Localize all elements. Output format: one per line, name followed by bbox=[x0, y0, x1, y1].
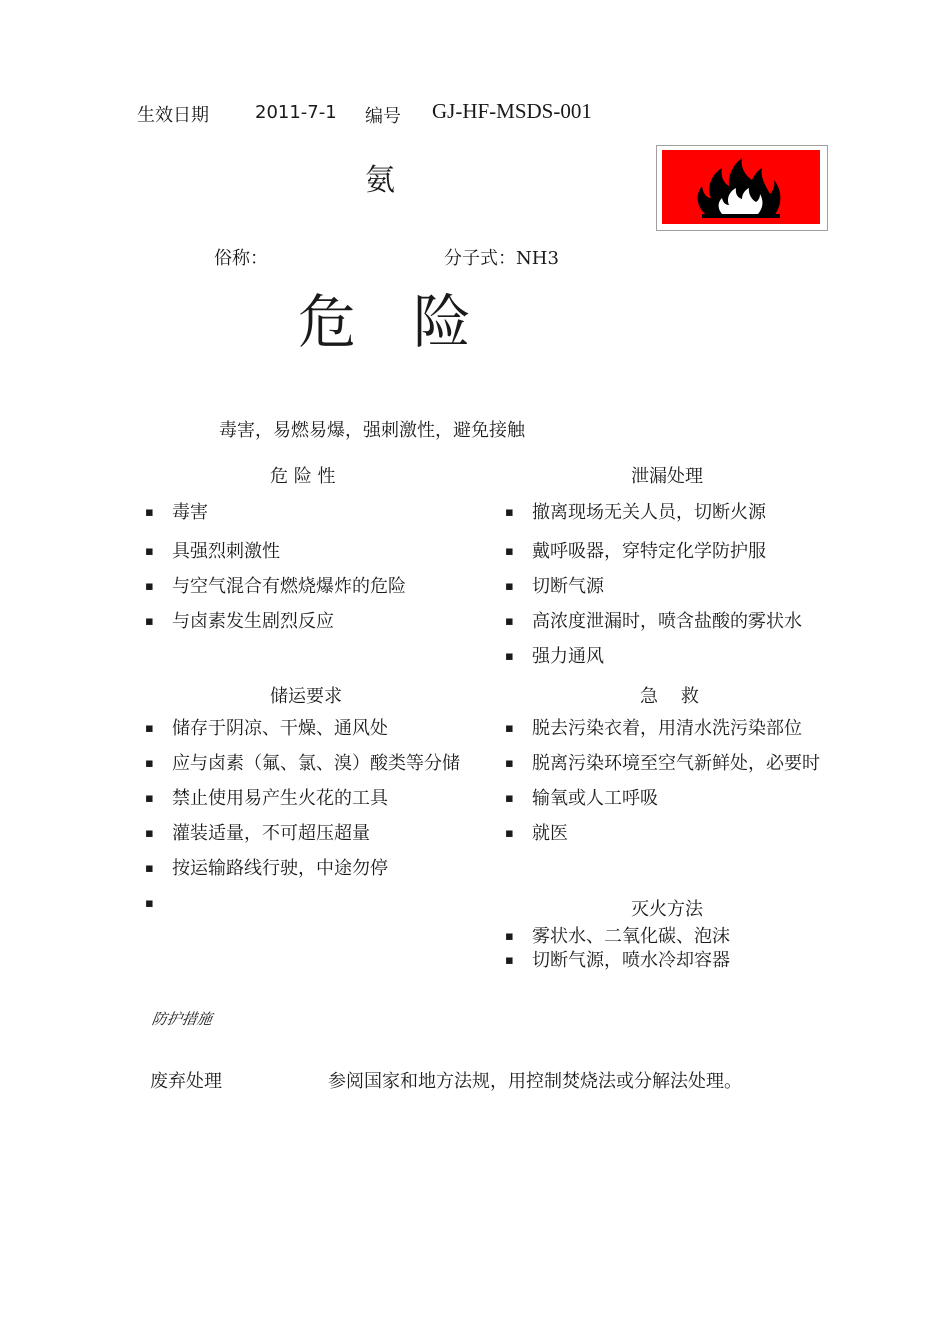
list-item: ▪ 强力通风 bbox=[505, 646, 604, 667]
hazard-summary: 毒害，易燃易爆，强刺激性，避免接触 bbox=[219, 420, 525, 441]
list-item: ▪ 禁止使用易产生火花的工具 bbox=[145, 788, 388, 809]
list-item: ▪ 毒害 bbox=[145, 502, 208, 523]
bullet: ▪ bbox=[505, 579, 514, 594]
bullet: ▪ bbox=[145, 861, 154, 876]
disposal-text: 参阅国家和地方法规，用控制焚烧法或分解法处理。 bbox=[328, 1071, 742, 1092]
bullet: ▪ bbox=[145, 544, 154, 559]
bullet: ▪ bbox=[145, 614, 154, 629]
danger-title-left: 危 bbox=[298, 288, 357, 356]
disposal-label: 废弃处理 bbox=[150, 1071, 222, 1092]
effective-date-label: 生效日期 bbox=[137, 105, 209, 126]
hazards-heading: 危 险 性 bbox=[270, 466, 336, 487]
bullet: ▪ bbox=[505, 505, 514, 520]
spill-list bbox=[505, 501, 802, 680]
bullet: ▪ bbox=[505, 826, 514, 841]
danger-title-right: 险 bbox=[413, 288, 472, 356]
list-item: ▪ 脱去污染衣着，用清水洗污染部位 bbox=[505, 718, 802, 739]
first-aid-heading: 急 救 bbox=[640, 686, 699, 707]
bullet: ▪ bbox=[145, 896, 154, 911]
firefighting-heading: 灭火方法 bbox=[631, 899, 703, 920]
document-number-value: GJ-HF-MSDS-001 bbox=[432, 99, 592, 123]
firefighting-list bbox=[505, 925, 730, 973]
flammable-flame-icon bbox=[662, 150, 820, 224]
molecular-formula: 分子式：NH3 bbox=[444, 248, 559, 269]
list-item: ▪ 雾状水、二氧化碳、泡沫 bbox=[505, 926, 730, 947]
effective-date-value: 2011-7-1 bbox=[255, 102, 337, 123]
bullet: ▪ bbox=[505, 649, 514, 664]
hazards-list bbox=[145, 501, 406, 645]
list-item: ▪ 高浓度泄漏时，喷含盐酸的雾状水 bbox=[505, 611, 802, 632]
bullet: ▪ bbox=[505, 721, 514, 736]
flammable-sign bbox=[656, 145, 828, 231]
storage-heading: 储运要求 bbox=[270, 686, 342, 707]
bullet: ▪ bbox=[505, 929, 514, 944]
list-item bbox=[145, 892, 460, 927]
bullet: ▪ bbox=[505, 756, 514, 771]
list-item: ▪ 切断气源 bbox=[505, 576, 604, 597]
list-item: ▪ 储存于阴凉、干燥、通风处 bbox=[145, 718, 388, 739]
document-number-label: 编号 bbox=[365, 106, 401, 127]
list-item: ▪ 与空气混合有燃烧爆炸的危险 bbox=[145, 576, 406, 597]
bullet: ▪ bbox=[505, 953, 514, 968]
list-item: ▪ 就医 bbox=[505, 823, 568, 844]
list-item: ▪ 应与卤素（氟、氯、溴）酸类等分储 bbox=[145, 753, 460, 774]
bullet: ▪ bbox=[145, 826, 154, 841]
list-item: ▪ 戴呼吸器，穿特定化学防护服 bbox=[505, 541, 766, 562]
bullet: ▪ bbox=[145, 505, 154, 520]
protection-measures-label: 防护措施 bbox=[150, 1010, 214, 1028]
list-item: ▪ 输氧或人工呼吸 bbox=[505, 788, 658, 809]
list-item: ▪ 具强烈刺激性 bbox=[145, 541, 280, 562]
bullet: ▪ bbox=[145, 579, 154, 594]
bullet: ▪ bbox=[505, 544, 514, 559]
bullet: ▪ bbox=[505, 791, 514, 806]
list-item: ▪ 与卤素发生剧烈反应 bbox=[145, 611, 334, 632]
first-aid-list bbox=[505, 717, 820, 857]
list-item: ▪ 切断气源，喷水冷却容器 bbox=[505, 950, 730, 971]
chemical-name: 氨 bbox=[365, 163, 395, 198]
bullet: ▪ bbox=[145, 791, 154, 806]
spill-heading: 泄漏处理 bbox=[631, 466, 703, 487]
common-name-label: 俗称： bbox=[214, 248, 268, 269]
bullet: ▪ bbox=[145, 721, 154, 736]
list-item: ▪ 按运输路线行驶，中途勿停 bbox=[145, 858, 388, 879]
list-item: ▪ 灌装适量，不可超压超量 bbox=[145, 823, 370, 844]
bullet: ▪ bbox=[505, 614, 514, 629]
list-item: ▪ 脱离污染环境至空气新鲜处，必要时 bbox=[505, 753, 820, 774]
list-item: ▪ 撤离现场无关人员，切断火源 bbox=[505, 502, 766, 523]
storage-list bbox=[145, 717, 460, 927]
bullet: ▪ bbox=[145, 756, 154, 771]
